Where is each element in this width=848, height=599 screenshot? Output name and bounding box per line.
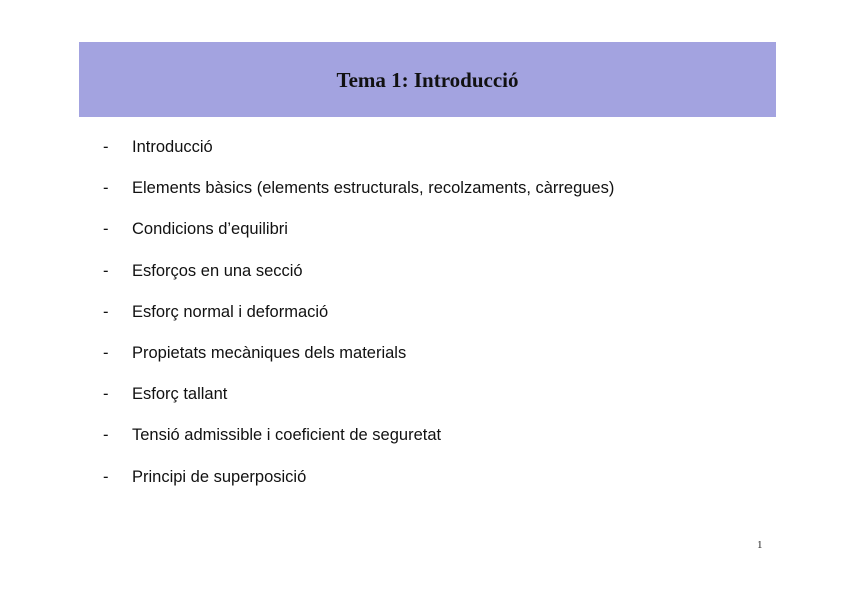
page-number: 1 [757, 539, 763, 551]
list-item-label: Principi de superposició [132, 467, 307, 486]
list-item [0, 421, 848, 462]
bullet-dash: - [103, 261, 109, 280]
bullet-dash: - [103, 385, 109, 404]
bullet-dash: - [103, 302, 109, 321]
bullet-dash: - [103, 426, 109, 445]
list-item [0, 215, 848, 256]
bullet-dash: - [103, 220, 109, 239]
list-item-label: Esforç normal i deformació [132, 302, 329, 321]
title-bar [79, 42, 776, 117]
list-item-label: Elements bàsics (elements estructurals, recolzaments, càrregues) [132, 179, 615, 198]
list-item-label: Tensió admissible i coeficient de seguretat [132, 426, 442, 445]
bullet-dash: - [103, 467, 109, 486]
list-item [0, 298, 848, 339]
list-item [0, 339, 848, 380]
bullet-dash: - [103, 179, 109, 198]
slide-title: Tema 1: Introducció [336, 68, 519, 92]
list-item-label: Introducció [132, 138, 213, 156]
topic-list [0, 133, 848, 504]
bullet-dash: - [103, 138, 109, 156]
list-item [0, 174, 848, 215]
list-item-label: Condicions d’equilibri [132, 220, 288, 239]
bullet-dash: - [103, 343, 109, 362]
list-item [0, 133, 848, 174]
list-item-label: Propietats mecàniques dels materials [132, 343, 407, 362]
list-item [0, 463, 848, 504]
list-item-label: Esforç tallant [132, 385, 228, 404]
list-item [0, 380, 848, 421]
list-item [0, 257, 848, 298]
list-item-label: Esforços en una secció [132, 261, 303, 280]
